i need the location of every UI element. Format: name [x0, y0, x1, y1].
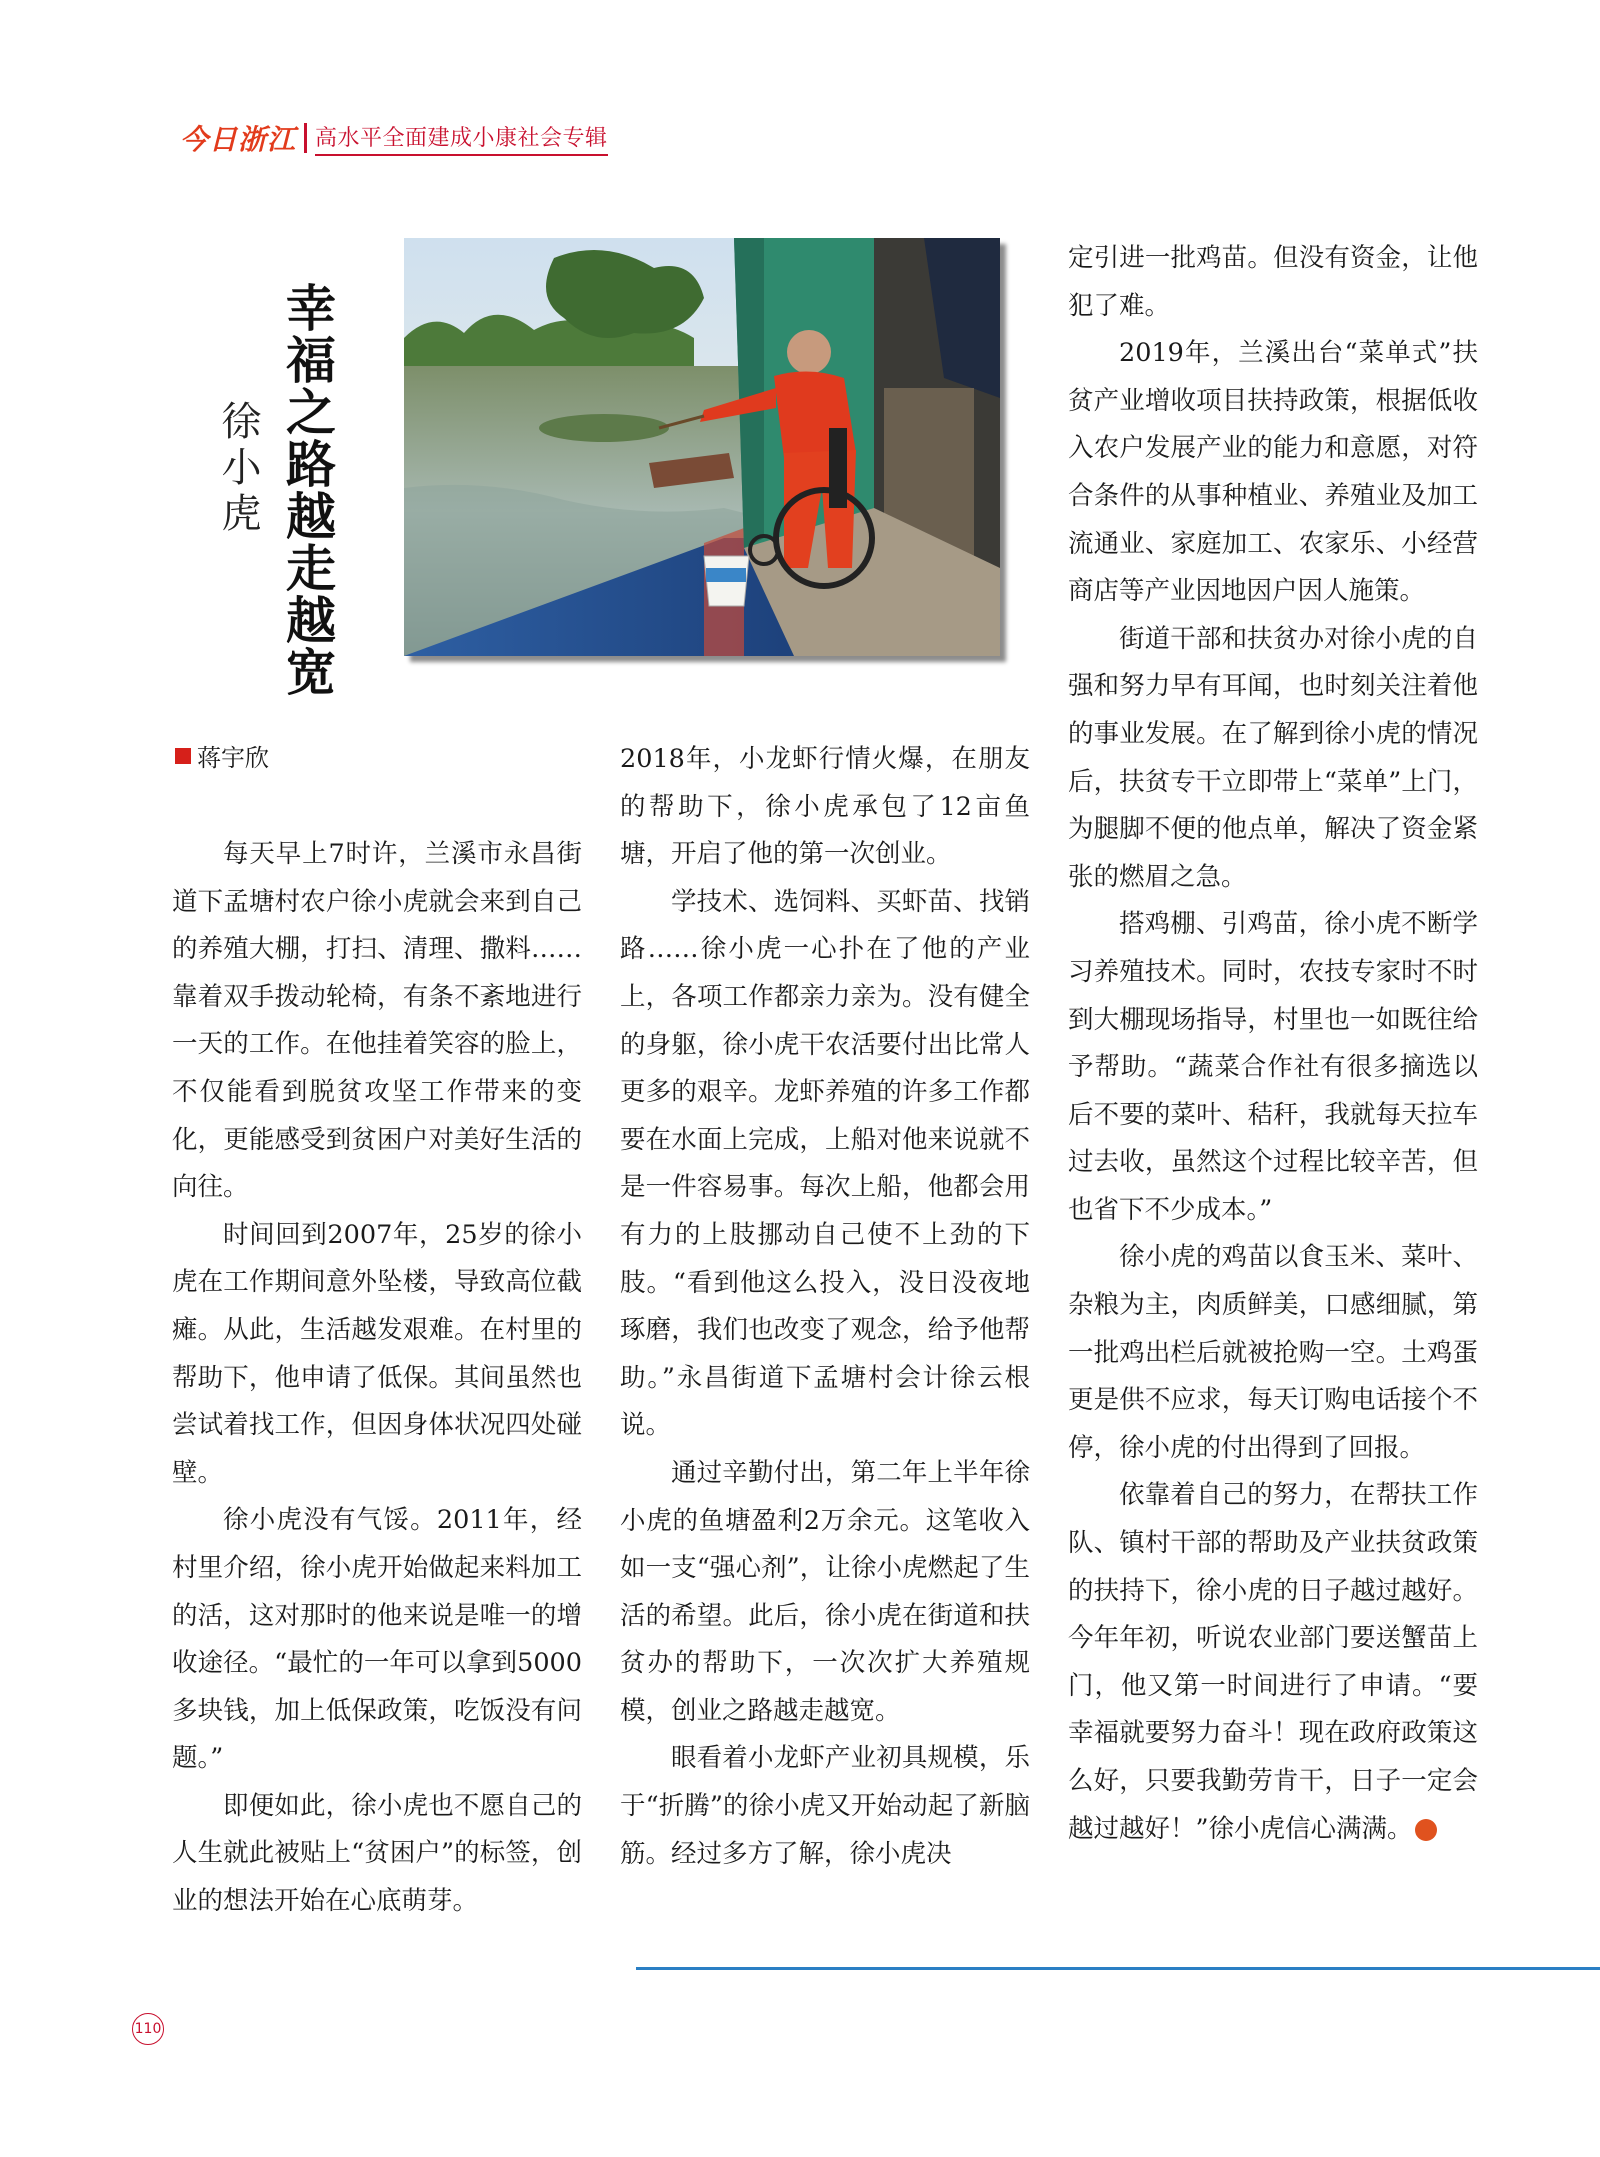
paragraph-text: 依靠着自己的努力，在帮扶工作队、镇村干部的帮助及产业扶贫政策的扶持下，徐小虎的日子越过越好。今年年初，听说农业部门要送蟹苗上门，他又第一时间进行了申请。“要幸福就要努力奋斗！现在政府政策这么好，只要我勤劳肯干，日子一定会越过越好！”徐小虎信心满满。: [1068, 1480, 1478, 1844]
paragraph: 眼看着小龙虾产业初具规模，乐于“折腾”的徐小虎又开始动起了新脑筋。经过多方了解，徐小虎决: [620, 1743, 1030, 1869]
footer-rule: [636, 1967, 1600, 1970]
paragraph: 徐小虎没有气馁。2011年，经村里介绍，徐小虎开始做起来料加工的活，这对那时的他来说是唯一的增收途径。“最忙的一年可以拿到5000多块钱，加上低保政策，吃饭没有问题。”: [172, 1505, 582, 1774]
article-title: 幸福之路越走越宽: [278, 282, 337, 698]
photo-man-in-wheelchair-icon: [404, 238, 1000, 656]
article-subject: 徐小虎: [215, 400, 261, 538]
page-number: 110: [132, 2013, 164, 2045]
paragraph: 搭鸡棚、引鸡苗，徐小虎不断学习养殖技术。同时，农技专家时不时到大棚现场指导，村里也一如既往给予帮助。“蔬菜合作社有很多摘选以后不要的菜叶、秸秆，我就每天拉车过去收，虽然这个过程比较辛苦，但也省下不少成本。”: [1068, 909, 1478, 1225]
paragraph: 学技术、选饲料、买虾苗、找销路……徐小虎一心扑在了他的产业上，各项工作都亲力亲为。没有健全的身躯，徐小虎干农活要付出比常人更多的艰辛。龙虾养殖的许多工作都要在水面上完成，上船对他来说就不是一件容易事。每次上船，他都会用有力的上肢挪动自己使不上劲的下肢。“看到他这么投入，没日没夜地琢磨，我们也改变了观念，给予他帮助。”永昌街道下孟塘村会计徐云根说。: [620, 886, 1030, 1441]
paragraph: 徐小虎的鸡苗以食玉米、菜叶、杂粮为主，肉质鲜美，口感细腻，第一批鸡出栏后就被抢购一空。土鸡蛋更是供不应求，每天订购电话接个不停，徐小虎的付出得到了回报。: [1068, 1242, 1478, 1463]
paragraph-continued: 2018年，小龙虾行情火爆，在朋友的帮助下，徐小虎承包了12亩鱼塘，开启了他的第一次创业。: [620, 744, 1030, 870]
paragraph-continued: 定引进一批鸡苗。但没有资金，让他犯了难。: [1068, 243, 1478, 321]
text-column-2: [620, 736, 1030, 1878]
paragraph: 2019年，兰溪出台“菜单式”扶贫产业增收项目扶持政策，根据低收入农户发展产业的能力和意愿，对符合条件的从事种植业、养殖业及加工流通业、家庭加工、农家乐、小经营商店等产业因地因户因人施策。: [1068, 338, 1478, 607]
magazine-logo: 今日浙江: [180, 123, 297, 156]
paragraph: 街道干部和扶贫办对徐小虎的自强和努力早有耳闻，也时刻关注着他的事业发展。在了解到徐小虎的情况后，扶贫专干立即带上“菜单”上门，为腿脚不便的他点单，解决了资金紧张的燃眉之急。: [1068, 623, 1478, 892]
byline-marker: [175, 748, 191, 764]
author-name: 蒋宇欣: [197, 744, 269, 772]
paragraph: 即便如此，徐小虎也不愿自己的人生就此被贴上“贫困户”的标签，创业的想法开始在心底萌芽。: [172, 1790, 582, 1917]
paragraph: 通过辛勤付出，第二年上半年徐小虎的鱼塘盈利2万余元。这笔收入如一支“强心剂”，让徐小虎燃起了生活的希望。此后，徐小虎在街道和扶贫办的帮助下，一次次扩大养殖规模，创业之路越走越宽。: [620, 1457, 1030, 1726]
byline: [175, 738, 269, 773]
article-photo: [404, 238, 1000, 656]
paragraph-final: [1068, 1472, 1478, 1853]
paragraph: 时间回到2007年，25岁的徐小虎在工作期间意外坠楼，导致高位截瘫。从此，生活越发艰难。在村里的帮助下，他申请了低保。其间虽然也尝试着找工作，但因身体状况四处碰壁。: [172, 1219, 582, 1488]
masthead: [180, 118, 608, 158]
text-column-3: [1068, 235, 1478, 1853]
section-title: 高水平全面建成小康社会专辑: [315, 121, 608, 156]
text-column-1: [172, 831, 582, 1926]
end-mark-icon: 今: [1415, 1819, 1437, 1841]
masthead-divider: [304, 123, 307, 153]
paragraph: 每天早上7时许，兰溪市永昌街道下孟塘村农户徐小虎就会来到自己的养殖大棚，打扫、清理、撒料……靠着双手拨动轮椅，有条不紊地进行一天的工作。在他挂着笑容的脸上，不仅能看到脱贫攻坚工作带来的变化，更能感受到贫困户对美好生活的向往。: [172, 839, 582, 1203]
